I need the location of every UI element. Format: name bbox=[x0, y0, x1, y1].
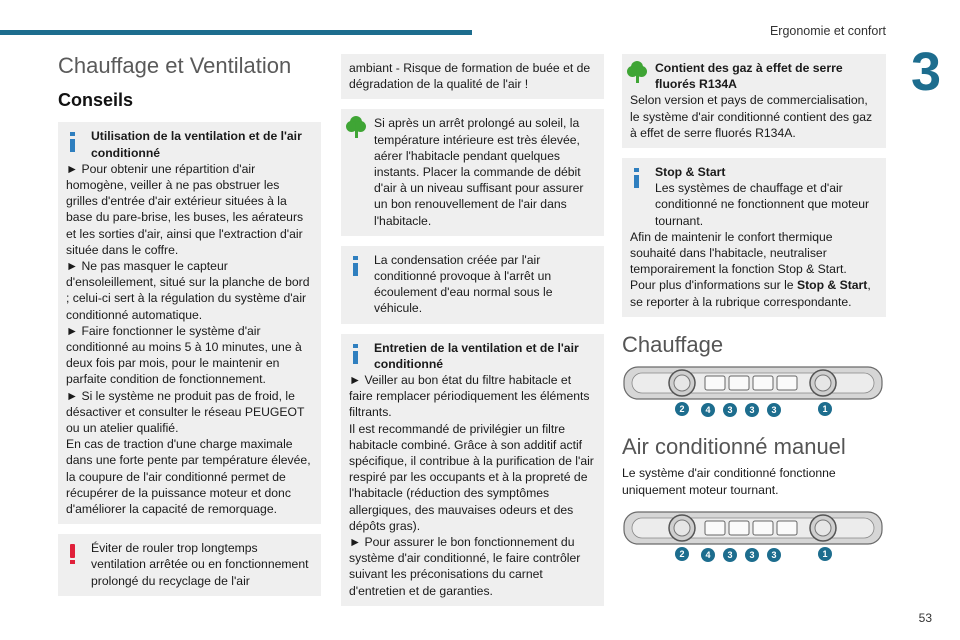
info-box-ventilation-usage bbox=[58, 122, 321, 524]
callout-label: 2 bbox=[679, 548, 685, 559]
callout-label: 4 bbox=[705, 405, 711, 416]
box-title: Entretien de la ventilation et de l'air conditionné bbox=[374, 340, 579, 371]
eco-tree-icon bbox=[627, 61, 647, 83]
callout-label: 3 bbox=[727, 405, 733, 416]
box-paragraph: Éviter de rouler trop longtemps ventilation arrêtée ou en fonctionnement prolongé du recyclage de l'air bbox=[91, 541, 309, 588]
info-box-maintenance bbox=[341, 334, 604, 606]
callout-label: 3 bbox=[727, 549, 733, 560]
callout-label: 3 bbox=[771, 405, 777, 416]
panel-button bbox=[753, 521, 773, 535]
column-3 bbox=[622, 54, 886, 568]
info-box-condensation bbox=[341, 246, 604, 324]
warning-box-recycling bbox=[58, 534, 321, 596]
box-paragraph: ► Pour assurer le bon fonctionnement du système d'air conditionné, le faire contrôler suivant les préconisations du carnet d'entretien et de garanties. bbox=[349, 535, 581, 598]
box-title: Contient des gaz à effet de serre fluorés R134A bbox=[655, 61, 843, 92]
info-icon bbox=[65, 132, 81, 152]
panel-button bbox=[777, 521, 797, 535]
text-run: , se reporter à la rubrique correspondante. bbox=[630, 278, 871, 309]
ac-description: Le système d'air conditionné fonctionne uniquement moteur tournant. bbox=[622, 466, 836, 497]
box-paragraph: ► Si le système ne produit pas de froid, le désactiver et consulter le réseau PEUGEOT ou un atelier qualifié. bbox=[66, 388, 305, 436]
box-title: Stop & Start bbox=[655, 165, 726, 180]
running-header: Ergonomie et confort bbox=[769, 24, 886, 38]
panel-button bbox=[705, 521, 725, 535]
callout-label: 3 bbox=[771, 549, 777, 560]
warning-box-continued bbox=[341, 54, 604, 99]
box-paragraph: Il est recommandé de privilégier un filtre habitacle combiné. Grâce à son additif actif spécifique, il contribue à la purification de l'air respiré par les occupants et à la propreté de l'habitacle (réduction des symptômes allergiques, des mauvaises odeurs et des dépôts gras). bbox=[349, 421, 594, 533]
panel-button bbox=[729, 376, 749, 390]
ac-control-panel-illustration bbox=[622, 508, 884, 564]
header-accent-bar bbox=[0, 30, 472, 35]
warning-icon bbox=[65, 544, 81, 564]
box-paragraph: ► Pour obtenir une répartition d'air homogène, veiller à ne pas obstruer les grilles d'entrée d'air extérieur situées à la base du pare-brise, les buses, les aérateurs et les sorties d'air, ainsi que l'extraction d'air située dans le coffre. bbox=[66, 161, 304, 257]
box-paragraph: Si après un arrêt prolongé au soleil, la température intérieure est très élevée, aérer l'habitacle pendant quelques instants. Placer la commande de débit d'air à un niveau suffisant pour assurer un bon renouvellement de l'air dans l'habitacle. bbox=[374, 116, 584, 228]
eco-box-ventilate bbox=[341, 109, 604, 235]
column-2 bbox=[341, 54, 604, 616]
section-title: Chauffage et Ventilation bbox=[58, 53, 292, 78]
subsection-title: Conseils bbox=[58, 90, 134, 111]
box-paragraph: ► Ne pas masquer le capteur d'ensoleillement, situé sur la planche de bord ; celui-ci sert à la régulation du système d'air conditionné automatique. bbox=[66, 259, 310, 322]
box-paragraph: Les systèmes de chauffage et d'air conditionné ne fonctionnent que moteur tournant. bbox=[655, 181, 870, 228]
page-number: 53 bbox=[918, 611, 932, 625]
info-icon bbox=[629, 168, 645, 188]
info-icon bbox=[348, 344, 364, 364]
eco-box-refrigerant bbox=[622, 54, 886, 148]
box-paragraph: ambiant - Risque de formation de buée et de dégradation de la qualité de l'air ! bbox=[349, 61, 591, 92]
text-run: Pour plus d'informations sur le bbox=[630, 278, 797, 293]
callout-label: 1 bbox=[822, 548, 828, 559]
eco-tree-icon bbox=[346, 116, 366, 138]
callout-label: 4 bbox=[705, 549, 711, 560]
info-box-stop-start bbox=[622, 158, 886, 317]
callout-label: 3 bbox=[749, 405, 755, 416]
box-paragraph bbox=[630, 277, 878, 309]
panel-button bbox=[753, 376, 773, 390]
callout-label: 1 bbox=[822, 404, 828, 415]
callout-label: 2 bbox=[679, 404, 685, 415]
panel-button bbox=[729, 521, 749, 535]
column-1 bbox=[58, 54, 321, 606]
box-paragraph: ► Veiller au bon état du filtre habitacle et faire remplacer périodiquement les éléments filtrants. bbox=[349, 373, 590, 420]
box-paragraph: En cas de traction d'une charge maximale dans une forte pente par température élevée, la coupure de l'air conditionné permet de récupérer de la puissance moteur et donc d'améliorer la capacité de remorquage. bbox=[66, 437, 311, 517]
callout-label: 3 bbox=[749, 549, 755, 560]
heading-air-conditioning: Air conditionné manuel bbox=[622, 434, 846, 460]
panel-button bbox=[777, 376, 797, 390]
text-run-bold: Stop & Start bbox=[796, 278, 868, 293]
box-paragraph: Afin de maintenir le confort thermique souhaité dans l'habitacle, neutraliser temporairement la fonction Stop & Start. bbox=[630, 229, 847, 277]
panel-button bbox=[705, 376, 725, 390]
heating-control-panel-illustration bbox=[622, 363, 884, 419]
box-paragraph: Selon version et pays de commercialisation, le système d'air conditionné contient des gaz à effet de serre fluorés R134A. bbox=[630, 93, 873, 140]
heading-chauffage: Chauffage bbox=[622, 331, 724, 357]
chapter-number: 3 bbox=[910, 42, 942, 102]
box-paragraph: ► Faire fonctionner le système d'air conditionné au moins 5 à 10 minutes, une à deux fois par mois, pour le maintenir en parfaite condition de fonctionnement. bbox=[66, 323, 302, 387]
box-paragraph: La condensation créée par l'air conditionné provoque à l'arrêt un écoulement d'eau normal sous le véhicule. bbox=[374, 252, 553, 316]
box-title: Utilisation de la ventilation et de l'air conditionné bbox=[91, 129, 302, 160]
info-icon bbox=[348, 256, 364, 276]
